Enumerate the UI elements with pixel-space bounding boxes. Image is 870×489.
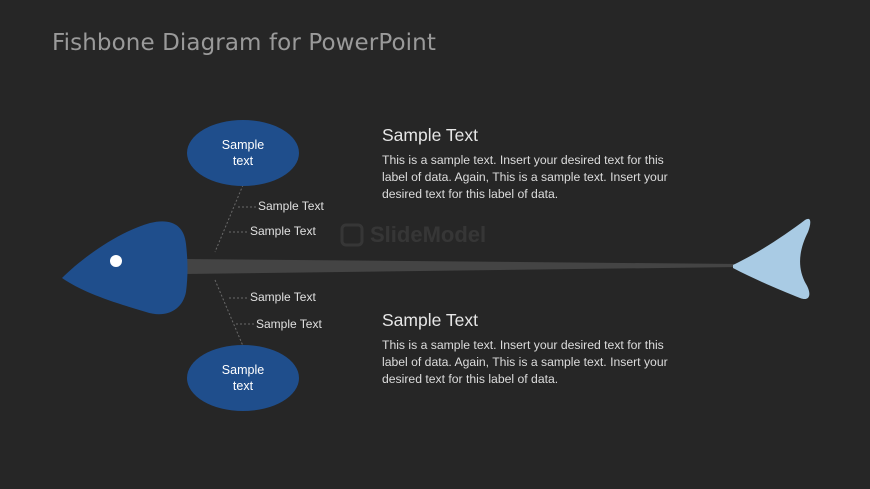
watermark: [340, 222, 486, 248]
watermark-text: SlideModel: [370, 222, 487, 247]
watermark-logo-icon: [340, 223, 364, 247]
block-top-body: This is a sample text. Insert your desired text for this label of data. Again, This is a sample text. Insert your desired text for this label of data.: [382, 153, 668, 201]
bone-label-top-inner: Sample Text: [250, 224, 316, 238]
bone-line-bottom: [215, 280, 243, 346]
slide-title: Fishbone Diagram for PowerPoint: [52, 30, 436, 56]
bone-label-top-outer: Sample Text: [258, 199, 324, 213]
fish-spine: [185, 259, 740, 274]
fish-head: [62, 221, 188, 314]
bone-line-top: [215, 185, 243, 252]
block-top-heading: Sample Text: [382, 125, 478, 145]
fish-eye: [110, 255, 122, 267]
ellipse-top-label: Sample text: [221, 138, 265, 168]
block-bottom-heading: Sample Text: [382, 310, 478, 330]
ellipse-bottom-label: Sample text: [221, 363, 265, 393]
bone-label-bottom-inner: Sample Text: [250, 290, 316, 304]
block-bottom-body: This is a sample text. Insert your desired text for this label of data. Again, This is a sample text. Insert your desired text for this label of data.: [382, 338, 668, 386]
fish-tail: [733, 219, 810, 299]
bone-label-bottom-outer: Sample Text: [256, 317, 322, 331]
